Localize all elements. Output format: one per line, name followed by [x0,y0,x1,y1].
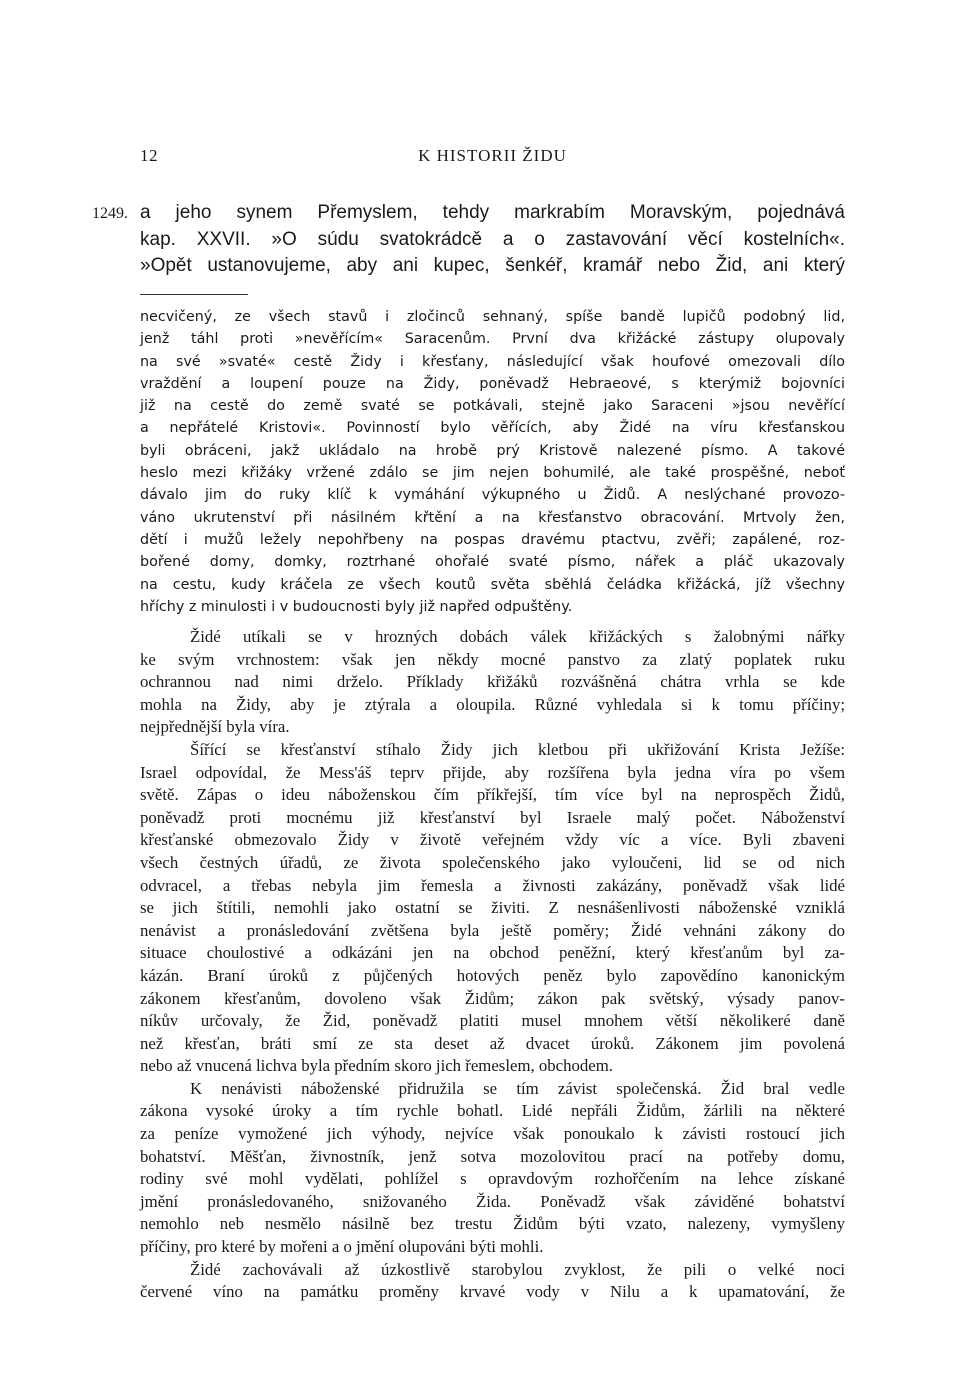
text-line: ke svým vrchnostem: však jen někdy mocné panstvo za zlatý poplatek ruku [140,649,845,669]
page-number: 12 [140,146,158,165]
footnote-line: a nepřátelé Kristovi«. Povinností bylo věřících, aby Židé na víru křesťanskou [140,420,845,437]
margin-year-note: 1249. [92,205,128,222]
text-line: kázán. Braní úroků z půjčených hotových peněz bylo zapovědíno kanonickým [140,965,845,985]
text-line: K nenávisti náboženské přidružila se tím závist společenská. Žid bral vedle [190,1078,845,1098]
page-header [140,146,845,170]
text-line: Židé utíkali se v hrozných dobách válek křižáckých s žalobnými nářky [190,627,845,646]
text-line: Israel odpovídal, že Mess'áš teprv přijde, aby rozšířena byla jedna víra po všem [140,762,845,782]
text-line: příčiny, pro které by mořeni a o jmění olupováni býti mohli. [140,1237,544,1257]
footnote-line: heslo mezi křižáky vržené zdálo se jim nejen bohumilé, ale také prospěšné, neboť [140,465,845,482]
text-line: zákonem křesťanům, dovoleno však Židům; zákon pak světský, výsady panov- [140,988,845,1008]
footnote-line: byli obráceni, jakž ukládalo na hrobě prý Kristově nalezené písmo. A takové [140,442,845,459]
paragraph [140,1259,845,1304]
footnote-line: dětí i mužů ležely nepohřbeny na pospas dravému ptactvu, zvěři; zapálené, roz- [140,531,845,548]
paragraph [140,626,845,739]
text-line: nemohlo neb nesmělo násilně bez trestu Židům býti vzato, nalezeny, vymyšleny [140,1214,845,1234]
text-line: bohatství. Měšťan, živnostník, jenž sotva mozolovitou prací na potřeby domu, [140,1146,845,1166]
footnote-line: necvičený, ze všech stavů i zločinců sehnaný, spíše bandě lupičů podobný lid, [140,309,845,325]
footnote-line: na své »svaté« cestě Židy i křesťany, následující však houfové omezovali dílo [140,353,845,370]
footnote-line: vraždění a loupení pouze na Židy, poněvadž Hebraeové, s kterýmiž bojovníci [140,375,845,392]
text-line: křesťanské obmezovalo Židy v životě veřejném vždy víc a více. Byli zbaveni [140,830,845,850]
text-line: nebo až vnucená lichva byla předním skoro jich řemeslem, obchodem. [140,1056,613,1076]
footnote-line: jenž táhl proti »nevěřícím« Saracenům. První dva křižácké zástupy olupovaly [140,331,845,348]
text-line: Šířící se křesťanství stíhalo Židy jich kletbou při ukřižování Krista Ježíše: [190,739,845,759]
footnote-line: váno ukrutenství při násilném křtění a na křesťanstvo obracování. Mrtvoly žen, [140,509,845,526]
main-text-top [140,200,845,280]
text-line: nenávist a pronásledování zvětšena byla ještě poměry; Židé vehnáni zákony do [140,920,845,940]
footnote-line: již na cestě do země svaté se potkávali, stejně jako Saraceni »jsou nevěřící [140,398,845,415]
text-line: ochrannou nad nimi drželo. Příklady křižáků rozvášněná chátra vrhla se kde [140,672,845,692]
footnote-line: dávalo jim do ruky klíč k vymáhání výkupného u Židů. A neslýchané provozo- [140,487,845,504]
paragraph [140,1078,845,1259]
paragraph [140,739,845,1078]
text-line: Židé zachovávali až úzkostlivě starobylou zvyklost, že pili o velké noci [190,1259,845,1279]
text-line: odvracel, a třebas nebyla jim řemesla a živnosti zakázány, poněvadž však lidé [140,875,845,895]
text-line: situace choulostivé a odkázáni jen na obchod peněžní, který křesťanům byl za- [140,943,845,963]
text-line: a jeho synem Přemyslem, tehdy markrabím Moravským, pojednává [140,202,845,223]
footnote-text [140,306,845,618]
text-line: níkův určovaly, že Žid, poněvadž platiti musel mnohem větší několikeré daně [140,1011,845,1031]
text-line: jmění pronásledovaného, snižovaného Žida. Poněvadž však záviděné bohatství [140,1191,845,1211]
text-line: za peníze vymožené jich výhody, nejvíce však ponoukalo k závisti rostoucí jich [140,1124,845,1144]
text-line: nejpřednější byla víra. [140,717,290,737]
text-line: červené víno na památku proměny krvavé vody v Nilu a k upamatování, že [140,1282,845,1302]
text-line: světě. Zápas o ideu náboženskou čím příkřejší, tím více byl na neprospěch Židů, [140,785,845,805]
text-line: zákona vysoké úroky a tím rychle bohatl. Lidé nepřáli Židům, žárlili na některé [140,1101,845,1121]
text-line: kap. XXVII. »O súdu svatokrádcě a o zastavování věcí kostelních«. [140,228,845,250]
text-line: než křesťan, bráti smí ze sta deset až dvacet úroků. Zákonem jim povolená [140,1033,845,1053]
text-line: všech čestných úřadů, ze života společenského jako vyloučeni, lid se od nich [140,852,845,872]
text-line: rodiny své mohl vydělati, pohlížel s opravdovým rozhořčením na lehce získané [140,1169,845,1189]
text-line: mohla na Židy, aby je ztýrala a oloupila. Různé vyhledala si k tomu příčiny; [140,694,845,714]
footnote-line: bořené domy, domky, roztrhané ohořalé svaté písmo, nářek a pláč ukazovaly [140,554,845,571]
footnote-divider [140,294,248,295]
text-line: se jich štítili, nemohli jako ostatní se živiti. Z nesnášenlivosti náboženské vzniklá [140,898,845,918]
footnote-line: na cestu, kudy kráčela ze všech koutů světa sběhlá čeládka křižácká, jíž všechny [140,576,845,593]
running-title: K HISTORII ŽIDU [418,146,567,165]
footnote-line: hříchy z minulosti i v budoucnosti byly již napřed odpuštěny. [140,598,573,615]
main-text-body [140,626,845,1304]
text-line: poněvadž proti mocnému již křesťanství byl Israele malý počet. Náboženství [140,807,845,827]
text-line: »Opět ustanovujeme, aby ani kupec, šenkéř, kramář nebo Žid, ani který [140,255,845,276]
